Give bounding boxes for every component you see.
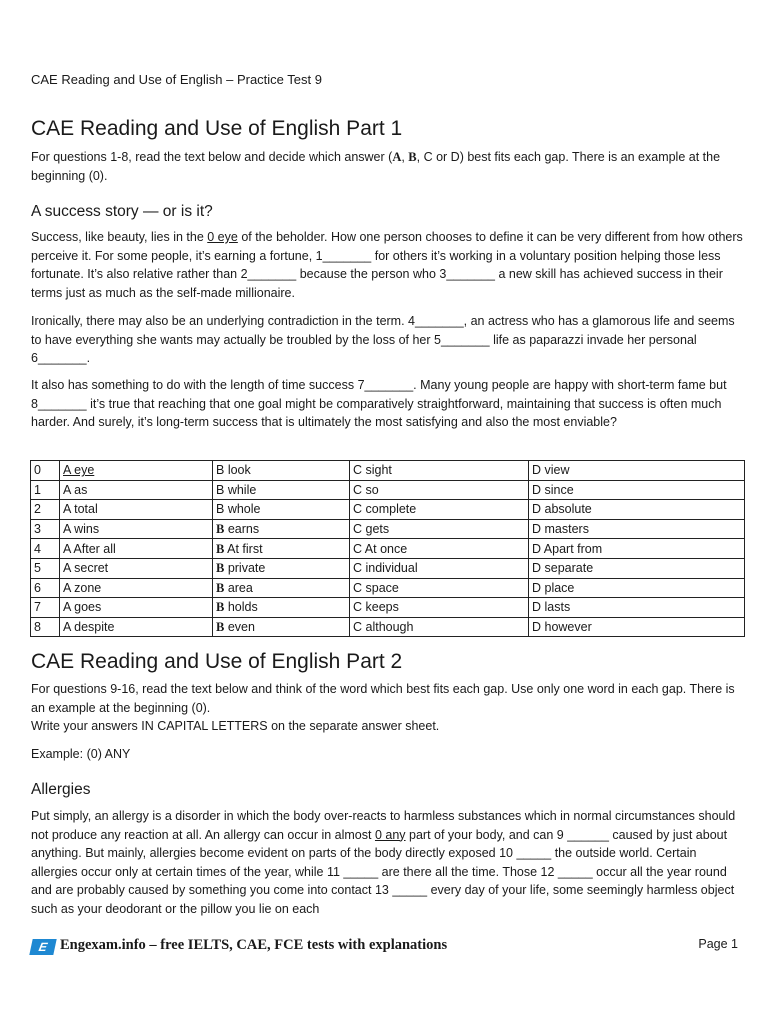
option-b-letter: B <box>216 541 225 556</box>
part2-para1-example: 0 any <box>374 827 406 842</box>
option-b <box>213 558 350 578</box>
option-b-word: whole <box>224 502 261 517</box>
option-c: C individual <box>350 558 529 578</box>
page-number: Page 1 <box>698 937 738 951</box>
option-a <box>60 617 213 637</box>
option-a-text: A After all <box>63 541 116 556</box>
option-b-letter: B <box>216 522 225 537</box>
option-number: 4 <box>31 539 60 559</box>
option-a-text: A as <box>63 482 88 497</box>
part1-instructions <box>31 148 743 185</box>
part2-instructions-line2: Write your answers IN CAPITAL LETTERS on the separate answer sheet. <box>31 719 440 733</box>
option-d: D however <box>529 617 745 637</box>
part2-para1-pre: Put simply, an allergy is a disorder in which the body over-reacts to harmless substances which in normal circumstances should not produce any reaction at all. An allergy can occur in almost <box>31 809 736 842</box>
option-b <box>213 480 350 500</box>
options-row <box>31 578 745 598</box>
part1-story-title: A success story — or is it? <box>31 203 213 220</box>
para1-pre: Success, like beauty, lies in the <box>31 230 208 244</box>
option-number: 5 <box>31 558 60 578</box>
option-a-text: A goes <box>63 600 102 615</box>
options-table-body <box>31 461 745 637</box>
option-d: D masters <box>529 519 745 539</box>
instructions-sep: , <box>401 150 409 164</box>
part2-instructions-line1: For questions 9-16, read the text below and think of the word which best fits each gap. Use only one word in each gap. There is an example at the beginning (0). <box>31 682 735 715</box>
option-number: 6 <box>31 578 60 598</box>
options-row <box>31 558 745 578</box>
part2-story-title: Allergies <box>31 781 91 798</box>
para1-example: 0 eye <box>207 230 238 244</box>
option-b-word: even <box>224 620 255 635</box>
option-d: D separate <box>529 558 745 578</box>
para1-post: of the beholder. How one person chooses to define it can be very different from how others perceive it. For some people, it’s earning a fortune, 1_______ for others it’s working in a voluntary position helping those less fortunate. It’s also relative rather than 2_______ because the person who 3_______ a new skill has achieved success in their terms just as much as the self-made millionaire. <box>31 230 743 300</box>
option-a <box>60 461 213 481</box>
options-row <box>31 500 745 520</box>
option-b <box>213 519 350 539</box>
option-c: C complete <box>350 500 529 520</box>
option-b-word: holds <box>224 600 258 615</box>
part2-example: Example: (0) ANY <box>31 747 131 761</box>
option-b <box>213 578 350 598</box>
option-number: 1 <box>31 480 60 500</box>
option-b <box>213 539 350 559</box>
option-c: C keeps <box>350 598 529 618</box>
option-a <box>60 598 213 618</box>
option-b-word: while <box>224 482 257 497</box>
part2-paragraph-1 <box>31 807 743 918</box>
running-header: CAE Reading and Use of English – Practice Test 9 <box>31 72 322 87</box>
instructions-pre: For questions 1-8, read the text below and decide which answer ( <box>31 150 393 164</box>
part1-paragraph-1 <box>31 228 743 302</box>
option-b <box>213 500 350 520</box>
option-number: 0 <box>31 461 60 481</box>
option-d: D since <box>529 480 745 500</box>
option-a-text: A wins <box>63 522 100 537</box>
option-number: 2 <box>31 500 60 520</box>
option-c: C so <box>350 480 529 500</box>
option-b-letter: B <box>216 561 225 576</box>
option-number: 7 <box>31 598 60 618</box>
option-b <box>213 617 350 637</box>
options-row <box>31 461 745 481</box>
option-c: C sight <box>350 461 529 481</box>
option-b-word: area <box>224 580 253 595</box>
option-b-letter: B <box>216 580 225 595</box>
option-b-word: earns <box>224 522 260 537</box>
footer-site-text: Engexam.info – free IELTS, CAE, FCE tests with explanations <box>60 937 448 953</box>
options-row <box>31 480 745 500</box>
option-d: D lasts <box>529 598 745 618</box>
option-b-word: At first <box>224 541 263 556</box>
option-d: D Apart from <box>529 539 745 559</box>
option-d: D view <box>529 461 745 481</box>
option-number: 8 <box>31 617 60 637</box>
option-a-text: A despite <box>63 620 115 635</box>
part1-paragraph-2: Ironically, there may also be an underlying contradiction in the term. 4_______, an actress who has a glamorous life and seems to have everything she wants may actually be troubled by the loss of her 5_______ life as paparazzi invade her personal 6_______. <box>31 314 735 365</box>
instructions-post: , C or D) best fits each gap. There is an example at the beginning (0). <box>31 150 721 183</box>
option-b-word: private <box>224 561 266 576</box>
option-a <box>60 500 213 520</box>
options-table <box>30 460 745 637</box>
option-d: D place <box>529 578 745 598</box>
option-b <box>213 461 350 481</box>
option-a-text: A total <box>63 502 98 517</box>
option-a-text: A zone <box>63 580 102 595</box>
option-b-letter: B <box>216 463 225 478</box>
option-a <box>60 519 213 539</box>
option-a-text: A eye <box>63 463 95 478</box>
option-c: C although <box>350 617 529 637</box>
option-a <box>60 480 213 500</box>
option-b-letter: B <box>216 502 225 517</box>
part2-instructions <box>31 680 743 736</box>
option-a-text: A secret <box>63 561 109 576</box>
option-b-letter: B <box>216 600 225 615</box>
option-c: C space <box>350 578 529 598</box>
option-c: C At once <box>350 539 529 559</box>
instructions-letter-a: A <box>392 150 402 164</box>
option-b-letter: B <box>216 620 225 635</box>
option-a <box>60 539 213 559</box>
options-row <box>31 539 745 559</box>
option-b <box>213 598 350 618</box>
engexam-logo-icon: E <box>29 939 56 955</box>
part1-title: CAE Reading and Use of English Part 1 <box>31 117 403 140</box>
instructions-letter-b: B <box>408 150 417 164</box>
options-row <box>31 598 745 618</box>
option-d: D absolute <box>529 500 745 520</box>
part2-para1-post: part of your body, and can 9 ______ caused by just about anything. But mainly, allergies become evident on parts of the body directly exposed 10 _____ the outside world. Certain allergies occur only at certain times of the year, while 11 _____ are there all the time. Those 12 _____ occur all the year round and are probably caused by something you come into contact 13 _____ every day of your life, some seemingly harmless object such as your deodorant or the pillow you lie on each <box>31 827 735 916</box>
option-number: 3 <box>31 519 60 539</box>
options-row <box>31 617 745 637</box>
option-b-word: look <box>224 463 251 478</box>
page-footer <box>31 936 743 958</box>
option-a <box>60 578 213 598</box>
option-a <box>60 558 213 578</box>
option-b-letter: B <box>216 482 225 497</box>
part2-title: CAE Reading and Use of English Part 2 <box>31 650 403 673</box>
option-c: C gets <box>350 519 529 539</box>
options-row <box>31 519 745 539</box>
part1-paragraph-3: It also has something to do with the length of time success 7_______. Many young people are happy with short-term fame but 8_______ it’s true that reaching that one goal might be comparatively straightforward, maintaining that success is often much harder. And surely, it’s long-term success that is ultimately the most satisfying and also the most enviable? <box>31 378 727 429</box>
